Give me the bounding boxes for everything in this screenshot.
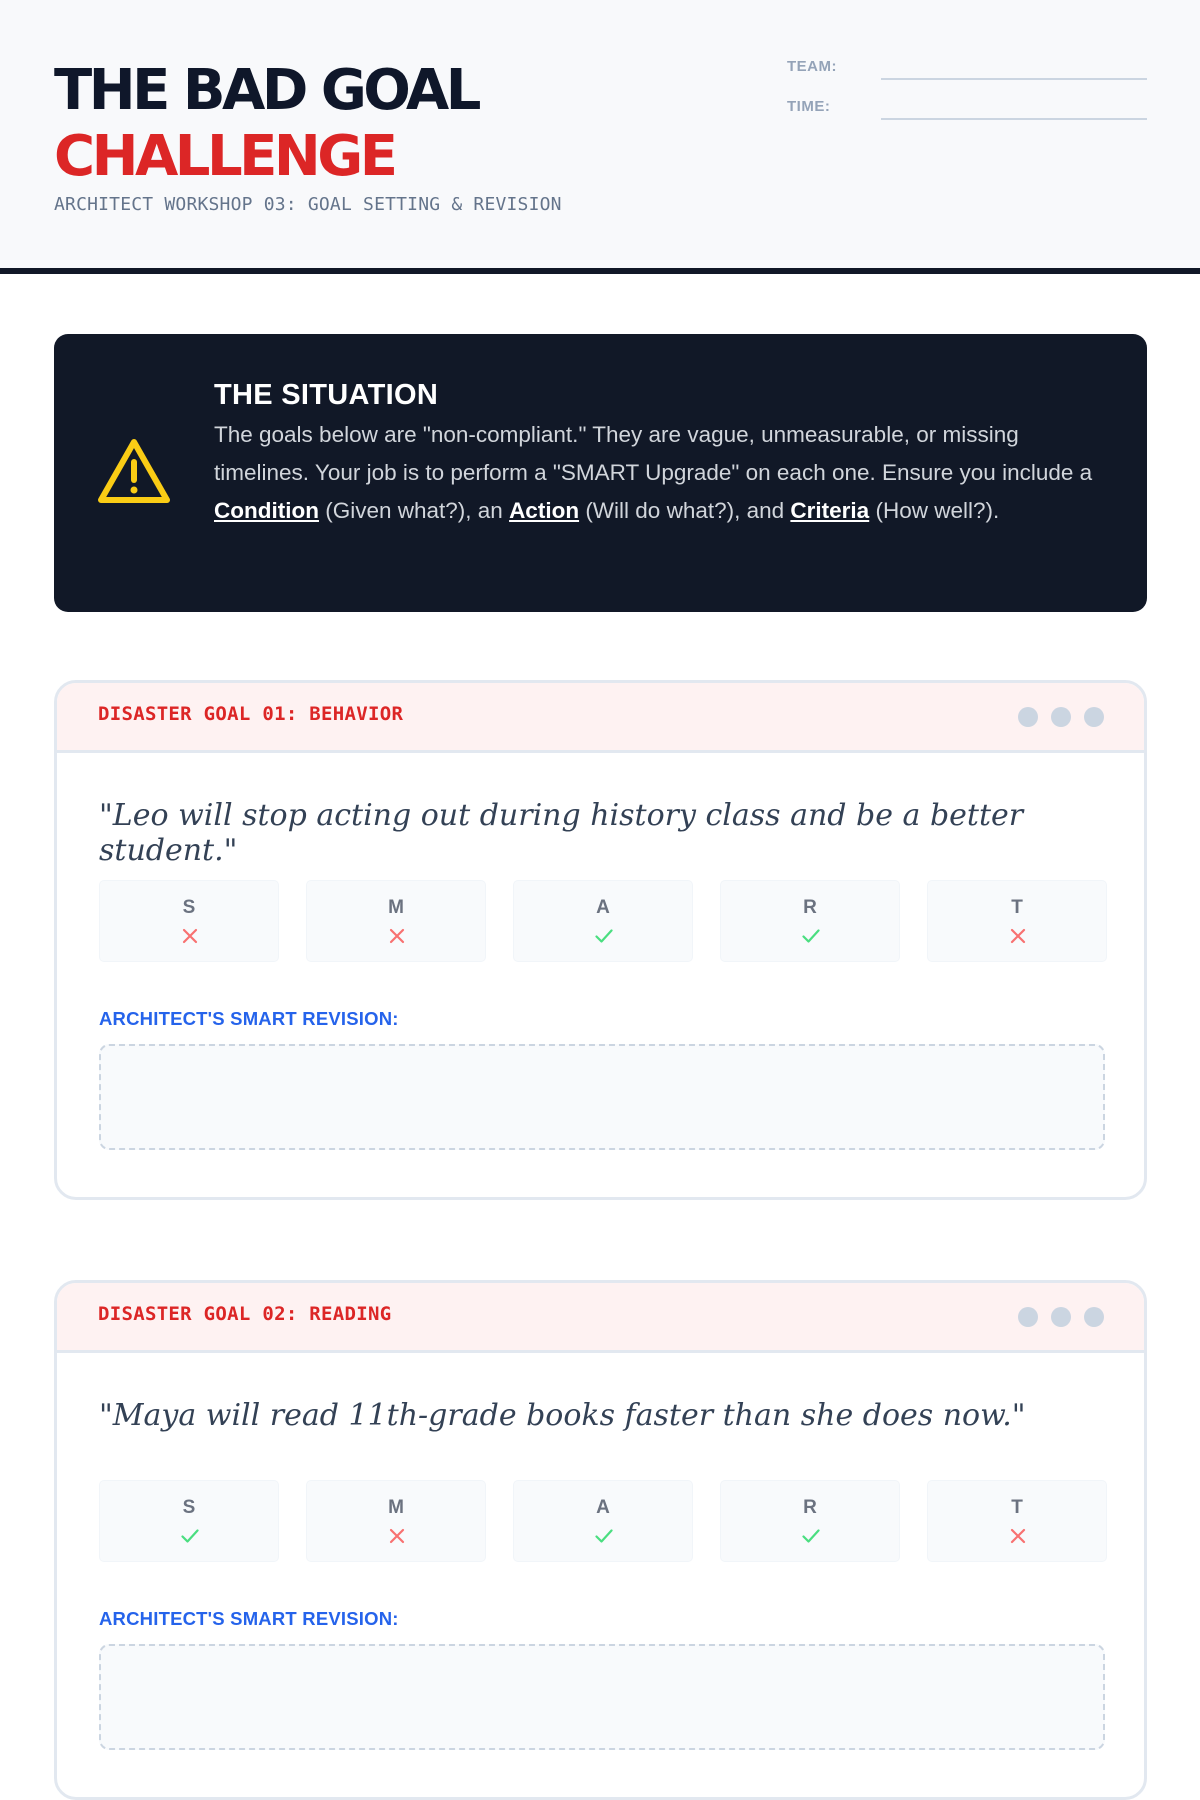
dot-icon [1084, 707, 1104, 727]
smart-cell-s [99, 880, 279, 962]
cross-icon [388, 928, 406, 944]
dot-icon [1084, 1307, 1104, 1327]
goal-quote: "Maya will read 11th-grade books faster than she does now." [99, 1398, 1026, 1433]
smart-cell-m [306, 880, 486, 962]
check-icon [595, 1528, 613, 1544]
term-condition: Condition [214, 498, 319, 523]
smart-cell-r [720, 880, 900, 962]
smart-cell-a [513, 880, 693, 962]
situation-text: The goals below are "non-compliant." They are vague, unmeasurable, or missing timelines. Your job is to perform a "SMART Upgrade" on each one. Ensure you include a Condition (Given what?), an Action (Will do what?), and Criteria (How well?). [214, 422, 1093, 523]
page-title [54, 58, 478, 190]
smart-cell-t [927, 880, 1107, 962]
goal-card-header [57, 1283, 1144, 1353]
title-line-2: CHALLENGE [54, 124, 395, 189]
goal-card-header [57, 683, 1144, 753]
smart-letter: M [388, 897, 404, 918]
goal-card-reading [54, 1280, 1147, 1800]
revision-label: ARCHITECT'S SMART REVISION: [99, 1608, 399, 1629]
warning-triangle-icon [96, 436, 172, 506]
worksheet-header [0, 0, 1200, 274]
smart-letter: M [388, 1497, 404, 1518]
team-input-line[interactable] [881, 78, 1147, 80]
title-line-1: THE BAD GOAL [54, 58, 478, 123]
time-label: TIME: [787, 98, 831, 115]
check-icon [181, 1528, 199, 1544]
revision-input[interactable] [99, 1644, 1105, 1750]
smart-letter: T [1011, 897, 1023, 918]
team-field [787, 58, 1147, 88]
smart-letter: S [182, 1497, 196, 1518]
check-icon [802, 928, 820, 944]
situation-title: THE SITUATION [214, 379, 439, 411]
goal-label: DISASTER GOAL 01: BEHAVIOR [98, 703, 404, 725]
dot-icon [1018, 707, 1038, 727]
revision-input[interactable] [99, 1044, 1105, 1150]
smart-cell-t [927, 1480, 1107, 1562]
time-field [787, 98, 1147, 128]
smart-letter: A [596, 1497, 610, 1518]
smart-checklist [99, 880, 1107, 962]
smart-letter: S [182, 897, 196, 918]
term-criteria: Criteria [790, 498, 870, 523]
term-action: Action [509, 498, 580, 523]
goal-card-behavior [54, 680, 1147, 1200]
smart-letter: R [803, 897, 817, 918]
smart-letter: A [596, 897, 610, 918]
goal-quote: "Leo will stop acting out during history class and be a better student." [99, 798, 1024, 868]
team-label: TEAM: [787, 58, 837, 75]
revision-label: ARCHITECT'S SMART REVISION: [99, 1008, 399, 1029]
cross-icon [1009, 928, 1027, 944]
smart-checklist [99, 1480, 1107, 1562]
smart-cell-s [99, 1480, 279, 1562]
smart-letter: T [1011, 1497, 1023, 1518]
window-dots [1018, 1307, 1104, 1327]
goal-label: DISASTER GOAL 02: READING [98, 1303, 392, 1325]
smart-cell-a [513, 1480, 693, 1562]
window-dots [1018, 707, 1104, 727]
situation-box [54, 334, 1147, 612]
smart-letter: R [803, 1497, 817, 1518]
dot-icon [1051, 707, 1071, 727]
cross-icon [181, 928, 199, 944]
dot-icon [1018, 1307, 1038, 1327]
smart-cell-r [720, 1480, 900, 1562]
cross-icon [388, 1528, 406, 1544]
dot-icon [1051, 1307, 1071, 1327]
cross-icon [1009, 1528, 1027, 1544]
smart-cell-m [306, 1480, 486, 1562]
time-input-line[interactable] [881, 118, 1147, 120]
page-subtitle: ARCHITECT WORKSHOP 03: GOAL SETTING & REVISION [54, 194, 562, 215]
check-icon [802, 1528, 820, 1544]
check-icon [595, 928, 613, 944]
